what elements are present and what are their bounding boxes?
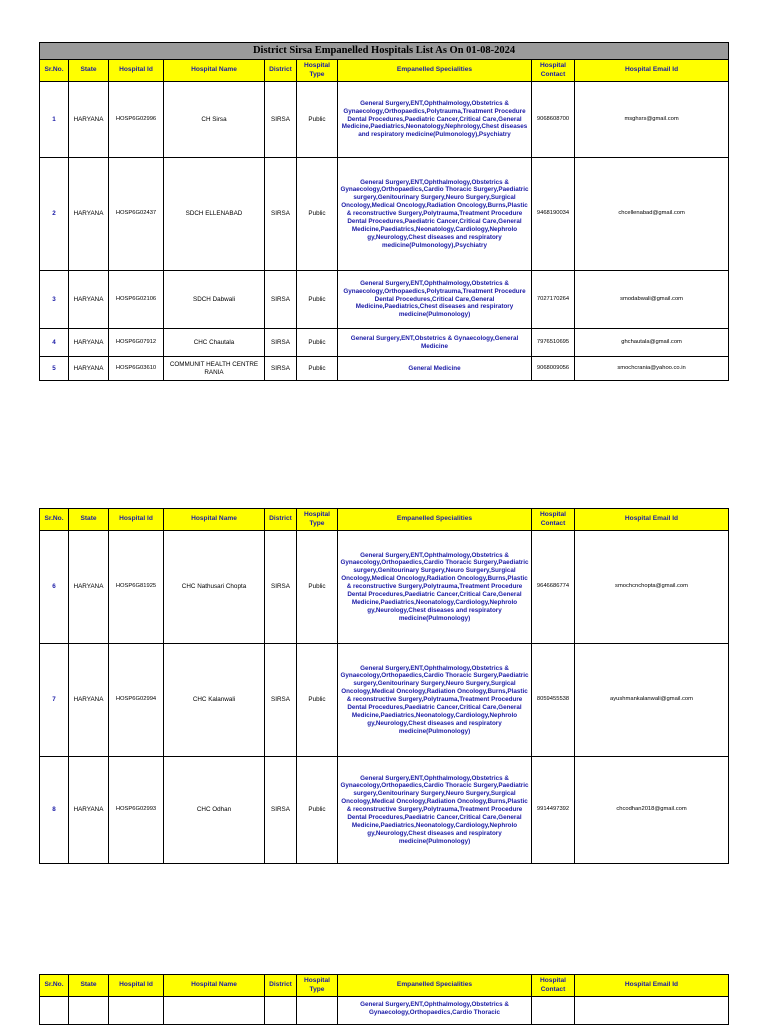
cell-district: SIRSA	[265, 757, 297, 864]
header-row	[40, 975, 729, 997]
header-specialities: Empanelled Specialities	[338, 509, 532, 531]
cell-specialities: General Surgery,ENT,Obstetrics & Gynaecology,General Medicine	[338, 329, 532, 357]
cell-district: SIRSA	[265, 158, 297, 271]
header-sr-no: Sr.No.	[40, 975, 69, 997]
table-row	[40, 997, 729, 1025]
header-contact: Hospital Contact	[532, 60, 575, 82]
header-row	[40, 60, 729, 82]
cell-hospital-name: COMMUNIT HEALTH CENTRE RANIA	[164, 357, 265, 381]
cell-hospital-id	[109, 997, 164, 1025]
cell-hospital-type: Public	[297, 531, 338, 644]
table-row	[40, 158, 729, 271]
cell-contact: 7027170264	[532, 271, 575, 329]
header-contact: Hospital Contact	[532, 975, 575, 997]
cell-sr-no: 6	[40, 531, 69, 644]
cell-district: SIRSA	[265, 531, 297, 644]
cell-hospital-id: HOSP6G02437	[109, 158, 164, 271]
cell-hospital-name: CH Sirsa	[164, 82, 265, 158]
cell-hospital-id: HOSP6G02994	[109, 644, 164, 757]
table-title: District Sirsa Empanelled Hospitals List As On 01-08-2024	[40, 43, 729, 60]
cell-specialities: General Medicine	[338, 357, 532, 381]
table-row	[40, 757, 729, 864]
cell-district	[265, 997, 297, 1025]
header-hospital-id: Hospital Id	[109, 509, 164, 531]
cell-email: ghchautala@gmail.com	[575, 329, 729, 357]
cell-contact: 9068009056	[532, 357, 575, 381]
header-district: District	[265, 60, 297, 82]
header-state: State	[69, 509, 109, 531]
header-district: District	[265, 975, 297, 997]
header-hospital-name: Hospital Name	[164, 509, 265, 531]
cell-hospital-id: HOSP6G03610	[109, 357, 164, 381]
cell-hospital-name: CHC Kalanwali	[164, 644, 265, 757]
header-email: Hospital Email Id	[575, 60, 729, 82]
cell-specialities: General Surgery,ENT,Ophthalmology,Obstetrics & Gynaecology,Orthopaedics,Polytrauma,Treatment Procedure Dental Procedures,Paediatric Cancer,Critical Care,General Medicine,Paediatrics,Neonatology,Nephrology,Chest diseases and respiratory medicine(Pulmonology),Psychiatry	[338, 82, 532, 158]
cell-sr-no: 3	[40, 271, 69, 329]
cell-district: SIRSA	[265, 329, 297, 357]
header-specialities: Empanelled Specialities	[338, 60, 532, 82]
cell-state: HARYANA	[69, 531, 109, 644]
cell-email: ayushmankalanwali@gmail.com	[575, 644, 729, 757]
table-row	[40, 271, 729, 329]
cell-specialities: General Surgery,ENT,Ophthalmology,Obstetrics & Gynaecology,Orthopaedics,Polytrauma,Treatment Procedure Dental Procedures,Critical Care,General Medicine,Paediatrics,Chest diseases and respiratory medicine(Pulmonology)	[338, 271, 532, 329]
cell-hospital-name: SDCH ELLENABAD	[164, 158, 265, 271]
cell-contact: 7976510695	[532, 329, 575, 357]
cell-sr-no: 2	[40, 158, 69, 271]
header-hospital-name: Hospital Name	[164, 975, 265, 997]
header-sr-no: Sr.No.	[40, 509, 69, 531]
hospital-table-page-2	[39, 508, 729, 864]
cell-contact: 9068608700	[532, 82, 575, 158]
cell-district: SIRSA	[265, 271, 297, 329]
cell-district: SIRSA	[265, 644, 297, 757]
cell-sr-no: 1	[40, 82, 69, 158]
header-sr-no: Sr.No.	[40, 60, 69, 82]
header-state: State	[69, 60, 109, 82]
cell-hospital-name: CHC Nathusari Chopta	[164, 531, 265, 644]
cell-state: HARYANA	[69, 757, 109, 864]
hospital-table-page-3	[39, 974, 729, 1025]
cell-state: HARYANA	[69, 158, 109, 271]
cell-hospital-type	[297, 997, 338, 1025]
header-hospital-type: Hospital Type	[297, 509, 338, 531]
header-specialities: Empanelled Specialities	[338, 975, 532, 997]
hospital-table-page-1	[39, 42, 729, 381]
cell-hospital-name	[164, 997, 265, 1025]
cell-sr-no	[40, 997, 69, 1025]
cell-sr-no: 4	[40, 329, 69, 357]
table-row	[40, 357, 729, 381]
cell-email: msghsrs@gmail.com	[575, 82, 729, 158]
table-row	[40, 531, 729, 644]
cell-hospital-type: Public	[297, 757, 338, 864]
cell-email: chcellenabad@gmail.com	[575, 158, 729, 271]
cell-contact: 9914497392	[532, 757, 575, 864]
cell-hospital-id: HOSP6G81925	[109, 531, 164, 644]
table-row	[40, 82, 729, 158]
cell-state: HARYANA	[69, 329, 109, 357]
cell-hospital-type: Public	[297, 82, 338, 158]
header-district: District	[265, 509, 297, 531]
cell-state: HARYANA	[69, 82, 109, 158]
table-row	[40, 644, 729, 757]
cell-state	[69, 997, 109, 1025]
header-email: Hospital Email Id	[575, 509, 729, 531]
header-hospital-type: Hospital Type	[297, 60, 338, 82]
cell-hospital-type: Public	[297, 644, 338, 757]
cell-hospital-id: HOSP6G02996	[109, 82, 164, 158]
cell-contact: 9646686774	[532, 531, 575, 644]
cell-hospital-type: Public	[297, 329, 338, 357]
header-hospital-type: Hospital Type	[297, 975, 338, 997]
cell-email	[575, 997, 729, 1025]
cell-hospital-id: HOSP6G02993	[109, 757, 164, 864]
header-hospital-name: Hospital Name	[164, 60, 265, 82]
header-row	[40, 509, 729, 531]
cell-contact	[532, 997, 575, 1025]
cell-specialities: General Surgery,ENT,Ophthalmology,Obstetrics & Gynaecology,Orthopaedics,Cardio Thoracic Surgery,Paediatric surgery,Genitourinary Surgery,Neuro Surgery,Surgical Oncology,Medical Oncology,Radiation Oncology,Burns,Plastic & reconstructive Surgery,Polytrauma,Treatment Procedure Dental Procedures,Paediatric Cancer,Critical Care,General Medicine,Paediatrics,Neonatology,Cardiology,Nephrolo gy,Neurology,Chest diseases and respiratory medicine(Pulmonology)	[338, 644, 532, 757]
cell-email: smochcrania@yahoo.co.in	[575, 357, 729, 381]
header-email: Hospital Email Id	[575, 975, 729, 997]
table-row	[40, 329, 729, 357]
cell-specialities: General Surgery,ENT,Ophthalmology,Obstetrics & Gynaecology,Orthopaedics,Cardio Thoracic Surgery,Paediatric surgery,Genitourinary Surgery,Neuro Surgery,Surgical Oncology,Medical Oncology,Radiation Oncology,Burns,Plastic & reconstructive Surgery,Polytrauma,Treatment Procedure Dental Procedures,Paediatric Cancer,Critical Care,General Medicine,Paediatrics,Neonatology,Cardiology,Nephrolo gy,Neurology,Chest diseases and respiratory medicine(Pulmonology)	[338, 757, 532, 864]
cell-specialities: General Surgery,ENT,Ophthalmology,Obstetrics & Gynaecology,Orthopaedics,Cardio Thoracic	[338, 997, 532, 1025]
cell-email: smochcnchopta@gmail.com	[575, 531, 729, 644]
table-title-row	[40, 43, 729, 60]
cell-state: HARYANA	[69, 644, 109, 757]
header-hospital-id: Hospital Id	[109, 60, 164, 82]
header-hospital-id: Hospital Id	[109, 975, 164, 997]
cell-state: HARYANA	[69, 357, 109, 381]
cell-specialities: General Surgery,ENT,Ophthalmology,Obstetrics & Gynaecology,Orthopaedics,Cardio Thoracic Surgery,Paediatric surgery,Genitourinary Surgery,Neuro Surgery,Surgical Oncology,Medical Oncology,Radiation Oncology,Burns,Plastic & reconstructive Surgery,Polytrauma,Treatment Procedure Dental Procedures,Paediatric Cancer,Critical Care,General Medicine,Paediatrics,Neonatology,Cardiology,Nephrolo gy,Neurology,Chest diseases and respiratory medicine(Pulmonology)	[338, 531, 532, 644]
cell-hospital-type: Public	[297, 357, 338, 381]
cell-contact: 8059455538	[532, 644, 575, 757]
cell-hospital-name: CHC Odhan	[164, 757, 265, 864]
cell-state: HARYANA	[69, 271, 109, 329]
header-state: State	[69, 975, 109, 997]
cell-sr-no: 8	[40, 757, 69, 864]
cell-sr-no: 7	[40, 644, 69, 757]
cell-sr-no: 5	[40, 357, 69, 381]
cell-district: SIRSA	[265, 357, 297, 381]
cell-email: chcodhan2018@gmail.com	[575, 757, 729, 864]
cell-contact: 9468190034	[532, 158, 575, 271]
cell-email: smodabwali@gmail.com	[575, 271, 729, 329]
cell-hospital-name: SDCH Dabwali	[164, 271, 265, 329]
cell-hospital-type: Public	[297, 271, 338, 329]
cell-district: SIRSA	[265, 82, 297, 158]
cell-hospital-type: Public	[297, 158, 338, 271]
cell-hospital-id: HOSP6G02106	[109, 271, 164, 329]
cell-hospital-name: CHC Chautala	[164, 329, 265, 357]
cell-specialities: General Surgery,ENT,Ophthalmology,Obstetrics & Gynaecology,Orthopaedics,Cardio Thoracic Surgery,Paediatric surgery,Genitourinary Surgery,Neuro Surgery,Surgical Oncology,Medical Oncology,Radiation Oncology,Burns,Plastic & reconstructive Surgery,Polytrauma,Treatment Procedure Dental Procedures,Paediatric Cancer,Critical Care,General Medicine,Paediatrics,Neonatology,Cardiology,Nephrolo gy,Neurology,Chest diseases and respiratory medicine(Pulmonology),Psychiatry	[338, 158, 532, 271]
header-contact: Hospital Contact	[532, 509, 575, 531]
cell-hospital-id: HOSP6G07912	[109, 329, 164, 357]
